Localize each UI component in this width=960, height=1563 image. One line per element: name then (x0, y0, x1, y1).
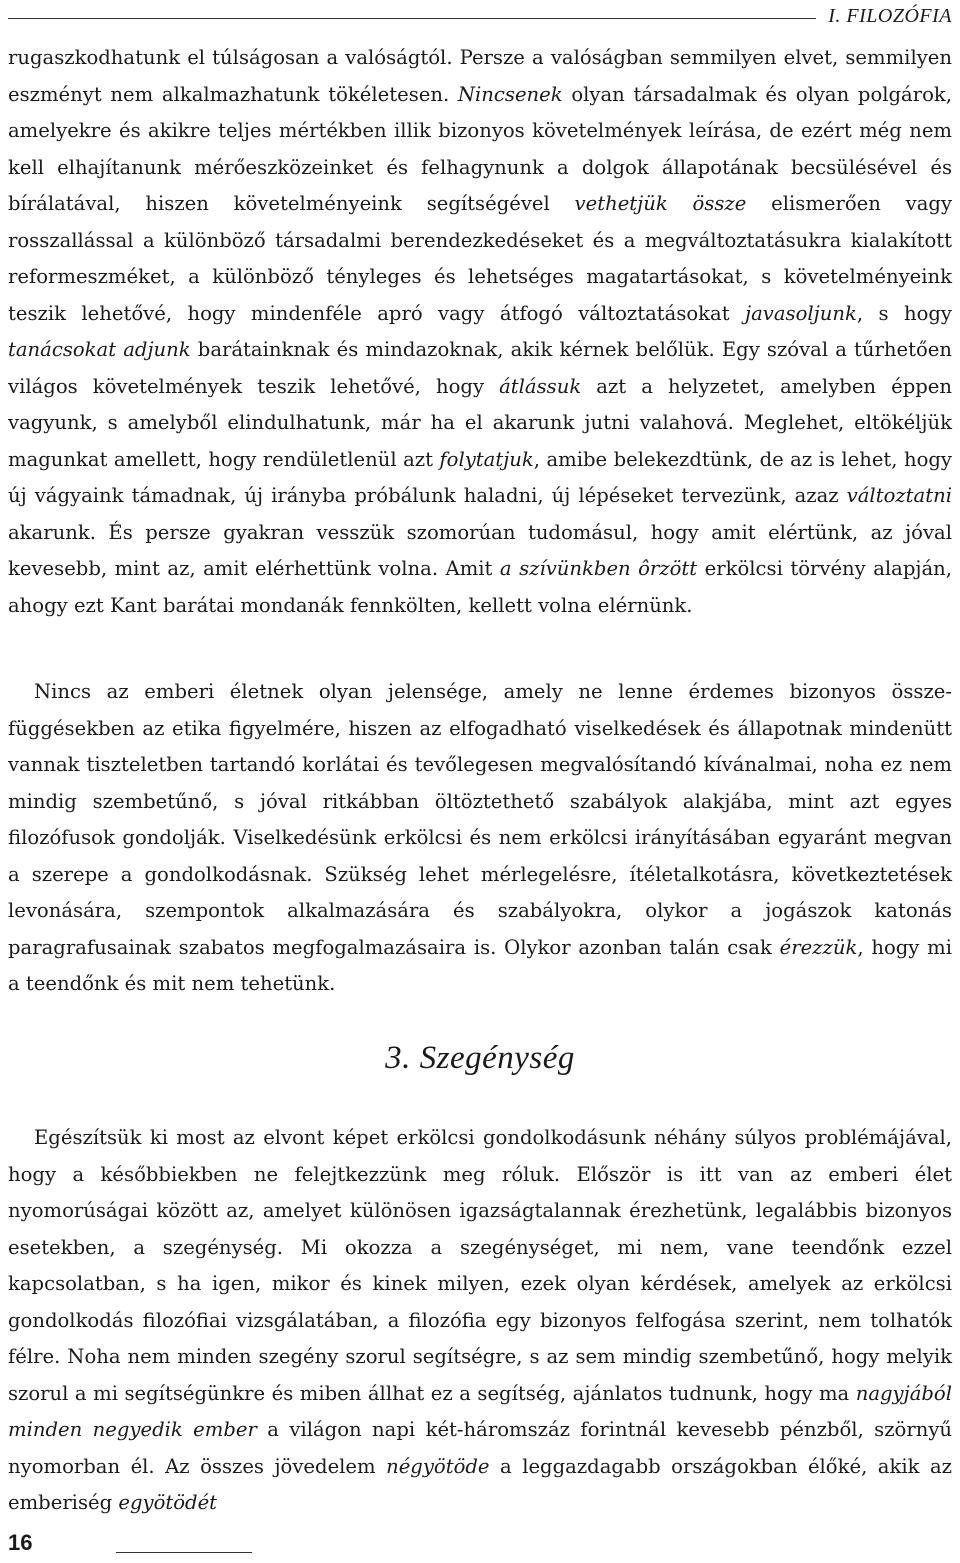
text-run: , amibe belekezdtünk, de az is lehet, hogy új vágyaink támadnak, új irányba próbálunk haladni, új lépéseket tervezünk, azaz (8, 447, 953, 507)
text-run: , hogy mi a teendőnk és mit nem tehetünk. (8, 935, 952, 995)
text-run: olyan társadalmak és olyan polgárok, amelyekre és akikre teljes mértékben illik bizonyos követelmények leírása, de ezért még nem kell elhajítanunk mérőeszközeinket és felhagynunk a dolgok állapotának becsülésével és bírálatával, hiszen követelményeink segítségével (8, 82, 952, 215)
emphasis-text: tanácsokat adjunk (8, 338, 191, 361)
text-run: Egészítsük ki most az elvont képet erkölcsi gondolkodásunk néhány súlyos problémájával, hogy a későbbiekben ne felejtkezzünk meg róluk. Először is itt van az emberi élet nyomorúságai között az, amelyet különösen igazságtalannak érezhetünk, legalábbis bizonyos esetekben, a szegénység. Mi okozza a szegénységet, mi nem, vane teendőnk ezzel kapcsolatban, s ha igen, mikor és kinek milyen, ezek olyan kérdések, amelyek az erkölcsi gondolkodás filozófiai vizsgálatában, a filozófia egy bizonyos felfogása szerint, nem tolhatók félre. Noha nem minden szegény szorul segítségre, s az sem mindig szembetűnő, hogy melyik szorul a mi segítségünkre és miben állhat ez a segítség, ajánlatos tudnunk, hogy ma (8, 1126, 952, 1405)
text-run: barátainknak és mindazoknak, akik kérnek belőlük. Egy szóval a tűrhetően világos követelmények teszik lehetővé, hogy (8, 338, 952, 398)
page-number: 16 (8, 1530, 33, 1555)
text-run: a világon napi két-háromszáz forintnál kevesebb pénzből, szörnyű nyomorban él. Az összes jövedelem (8, 1418, 953, 1478)
text-run: , s hogy (856, 301, 952, 325)
emphasis-text: a szívünkben ôrzött (499, 557, 698, 580)
text-run: akarunk. És persze gyakran vesszük szomorúan tudomásul, hogy amit elértünk, az jóval kevesebb, mint az, amit elérhettünk volna. Amit (8, 520, 952, 580)
emphasis-text: egyötödét (118, 1491, 218, 1514)
footer-rule (116, 1552, 252, 1553)
running-head: I. FILOZÓFIA (828, 5, 952, 27)
text-run: elismerően vagy rosszallással a különböző társadalmi berendezkedéseket és a megváltoztatásukra kialakított reformeszméket, a különböző tényleges és lehetséges magatartásokat, s követelményeink teszik lehetővé, hogy mindenféle apró vagy átfogó változtatásokat (8, 192, 953, 325)
emphasis-text: átlássuk (499, 374, 582, 398)
emphasis-text: változtatni (846, 484, 952, 507)
emphasis-text: folytatjuk (439, 447, 534, 471)
section-title: 3. Szegénység (385, 1040, 575, 1076)
emphasis-text: vethetjük össze (574, 192, 747, 215)
header-rule (8, 18, 816, 19)
paragraph-3-text (8, 1120, 952, 1522)
text-run: azt a helyzetet, amelyben éppen vagyunk, s amelyből elindulhatunk, már ha el akarunk jutni valahová. Meglehet, eltökéljük magunkat amellett, hogy rendületlenül azt (8, 374, 952, 471)
emphasis-text: javasoljunk (745, 301, 857, 325)
paragraph-1 (8, 40, 952, 624)
text-run: Nincs az emberi életnek olyan jelensége, amely ne lenne érdemes bizonyos összefüggésekben az etika figyelmére, hiszen az elfogadható viselkedések és állapotnak mindenütt vannak tiszteletben tartandó korlátai és tevőlegesen megvalósítandó kívánalmai, noha ez nem mindig szembetűnő, s jóval ritkábban öltöztethető szabályok alakjába, mint azt egyes filozófusok gondolják. Viselkedésünk erkölcsi és nem erkölcsi irányításában egyaránt megvan a szerepe a gondolkodásnak. Szükség lehet mérlegelésre, ítéletalkotásra, következtetések levonására, szempontok alkalmazására és szabályokra, olykor a jogászok katonás paragrafusainak szabatos megfogalmazásaira is. Olykor azonban talán csak (8, 680, 952, 959)
paragraph-3 (8, 1120, 952, 1522)
paragraph-2-text (8, 674, 952, 1003)
emphasis-text: nagyjából minden negyedik ember (8, 1381, 952, 1441)
text-run: a leggazdagabb országokban élőké, akik az emberiség (8, 1454, 952, 1514)
text-run: rugaszkodhatunk el túlságosan a valóságtól. Persze a valóságban semmilyen elvet, semmilyen eszményt nem alkalmazhatunk tökéletesen. (8, 46, 952, 106)
emphasis-text: érezzük (779, 935, 858, 959)
paragraph-2 (8, 674, 952, 1003)
emphasis-text: Nincsenek (457, 82, 563, 106)
emphasis-text: négyötöde (386, 1454, 490, 1478)
paragraph-1-text (8, 40, 952, 624)
text-run: erkölcsi törvény alapján, ahogy ezt Kant barátai mondanák fennkölten, kellett volna elérnünk. (8, 557, 952, 617)
